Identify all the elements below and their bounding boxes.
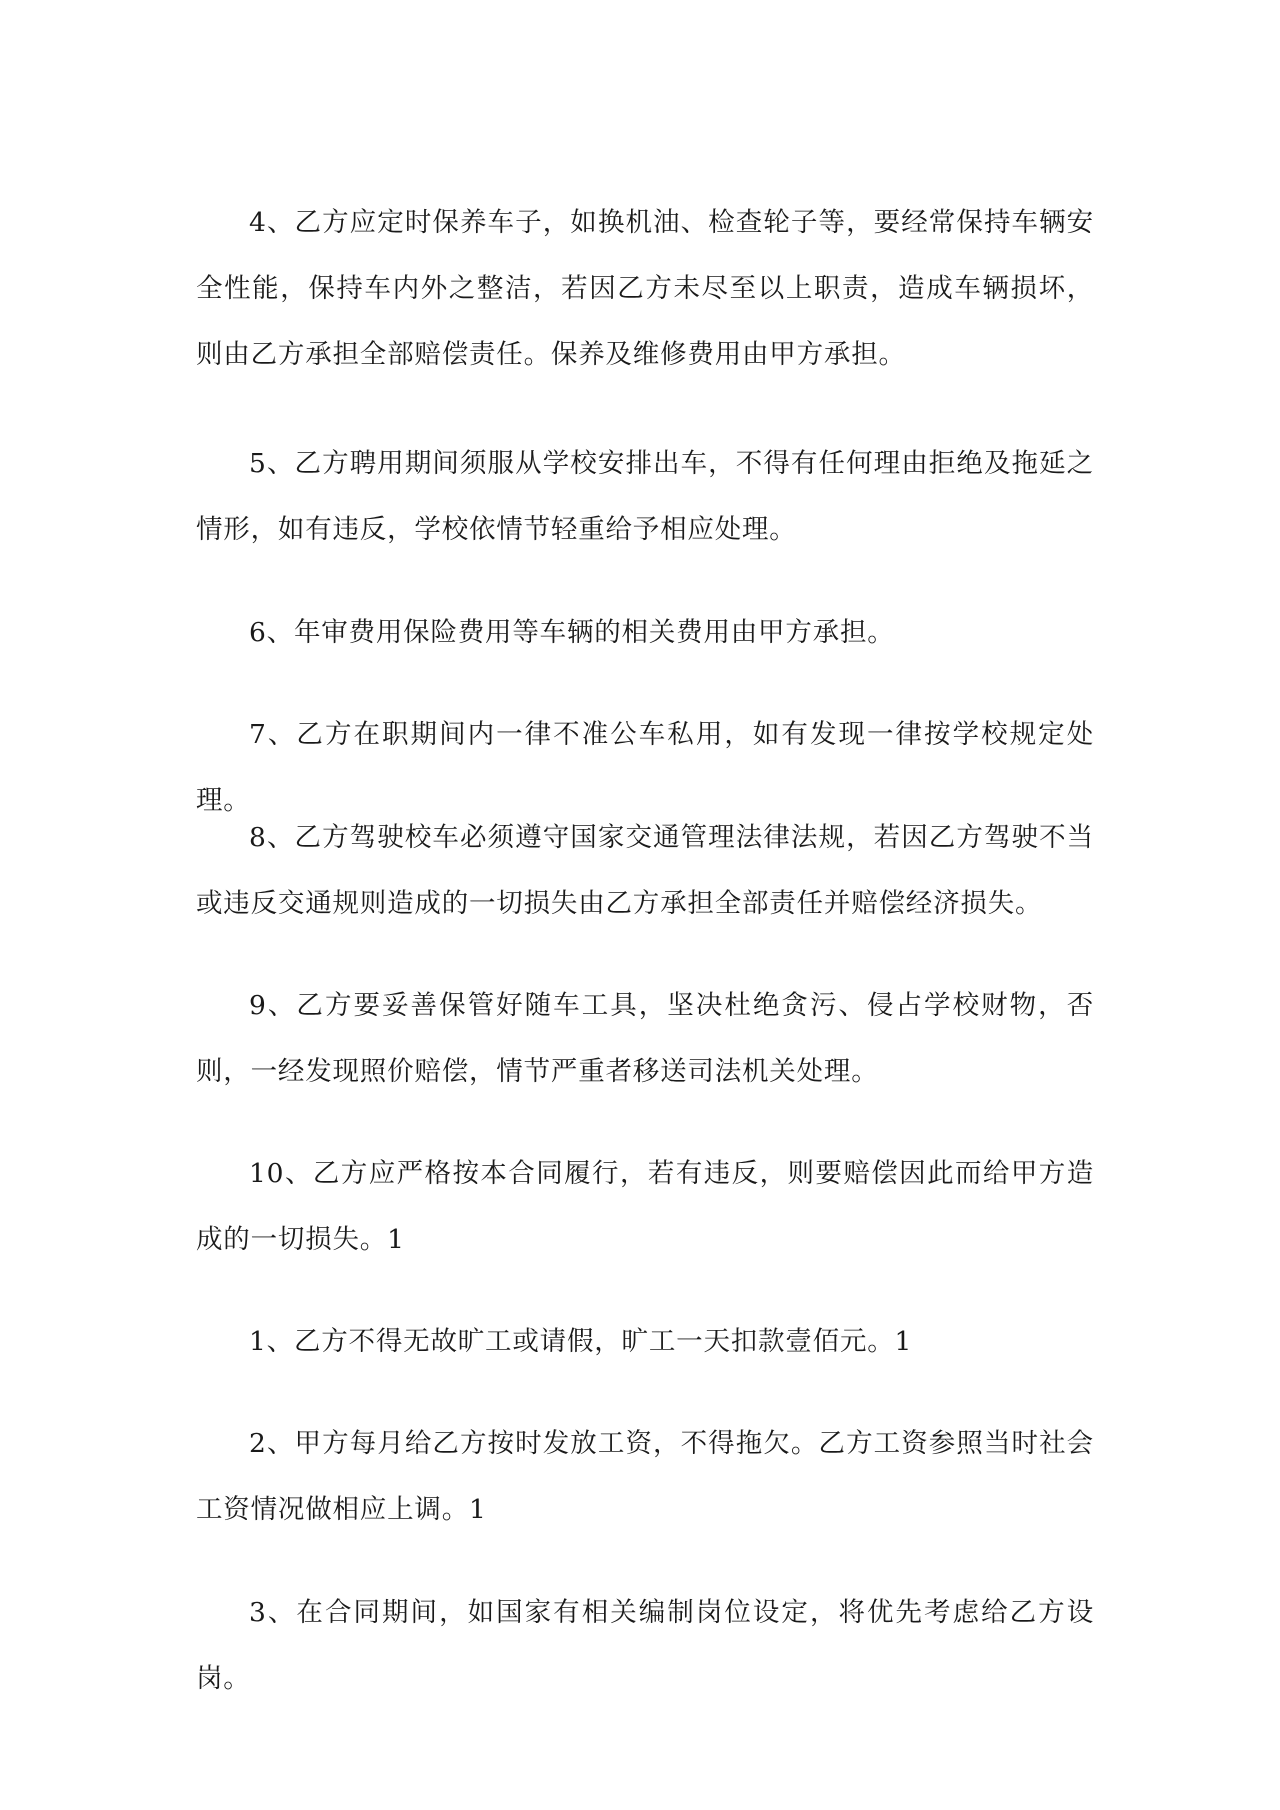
clause-6: 6、年审费用保险费用等车辆的相关费用由甲方承担。 <box>249 617 895 648</box>
clause-10: 10、乙方应严格按本合同履行，若有违反，则要赔偿因此而给甲方造成的一切损失。1 <box>196 1158 1094 1255</box>
clause-b2: 2、甲方每月给乙方按时发放工资，不得拖欠。乙方工资参照当时社会工资情况做相应上调。1 <box>196 1428 1094 1525</box>
clause-4: 4、乙方应定时保养车子，如换机油、检查轮子等，要经常保持车辆安全性能，保持车内外之整洁，若因乙方未尽至以上职责，造成车辆损坏，则由乙方承担全部赔偿责任。保养及维修费用由甲方承担。 <box>196 207 1094 370</box>
clause-b1: 1、乙方不得无故旷工或请假，旷工一天扣款壹佰元。1 <box>249 1326 913 1357</box>
clause-7: 7、乙方在职期间内一律不准公车私用，如有发现一律按学校规定处理。 <box>196 719 1094 816</box>
clause-b3: 3、在合同期间，如国家有相关编制岗位设定，将优先考虑给乙方设岗。 <box>196 1597 1094 1694</box>
clause-5: 5、乙方聘用期间须服从学校安排出车，不得有任何理由拒绝及拖延之情形，如有违反，学校依情节轻重给予相应处理。 <box>196 448 1094 545</box>
clause-8: 8、乙方驾驶校车必须遵守国家交通管理法律法规，若因乙方驾驶不当或违反交通规则造成的一切损失由乙方承担全部责任并赔偿经济损失。 <box>196 822 1094 919</box>
clause-9: 9、乙方要妥善保管好随车工具，坚决杜绝贪污、侵占学校财物，否则，一经发现照价赔偿，情节严重者移送司法机关处理。 <box>196 990 1094 1087</box>
